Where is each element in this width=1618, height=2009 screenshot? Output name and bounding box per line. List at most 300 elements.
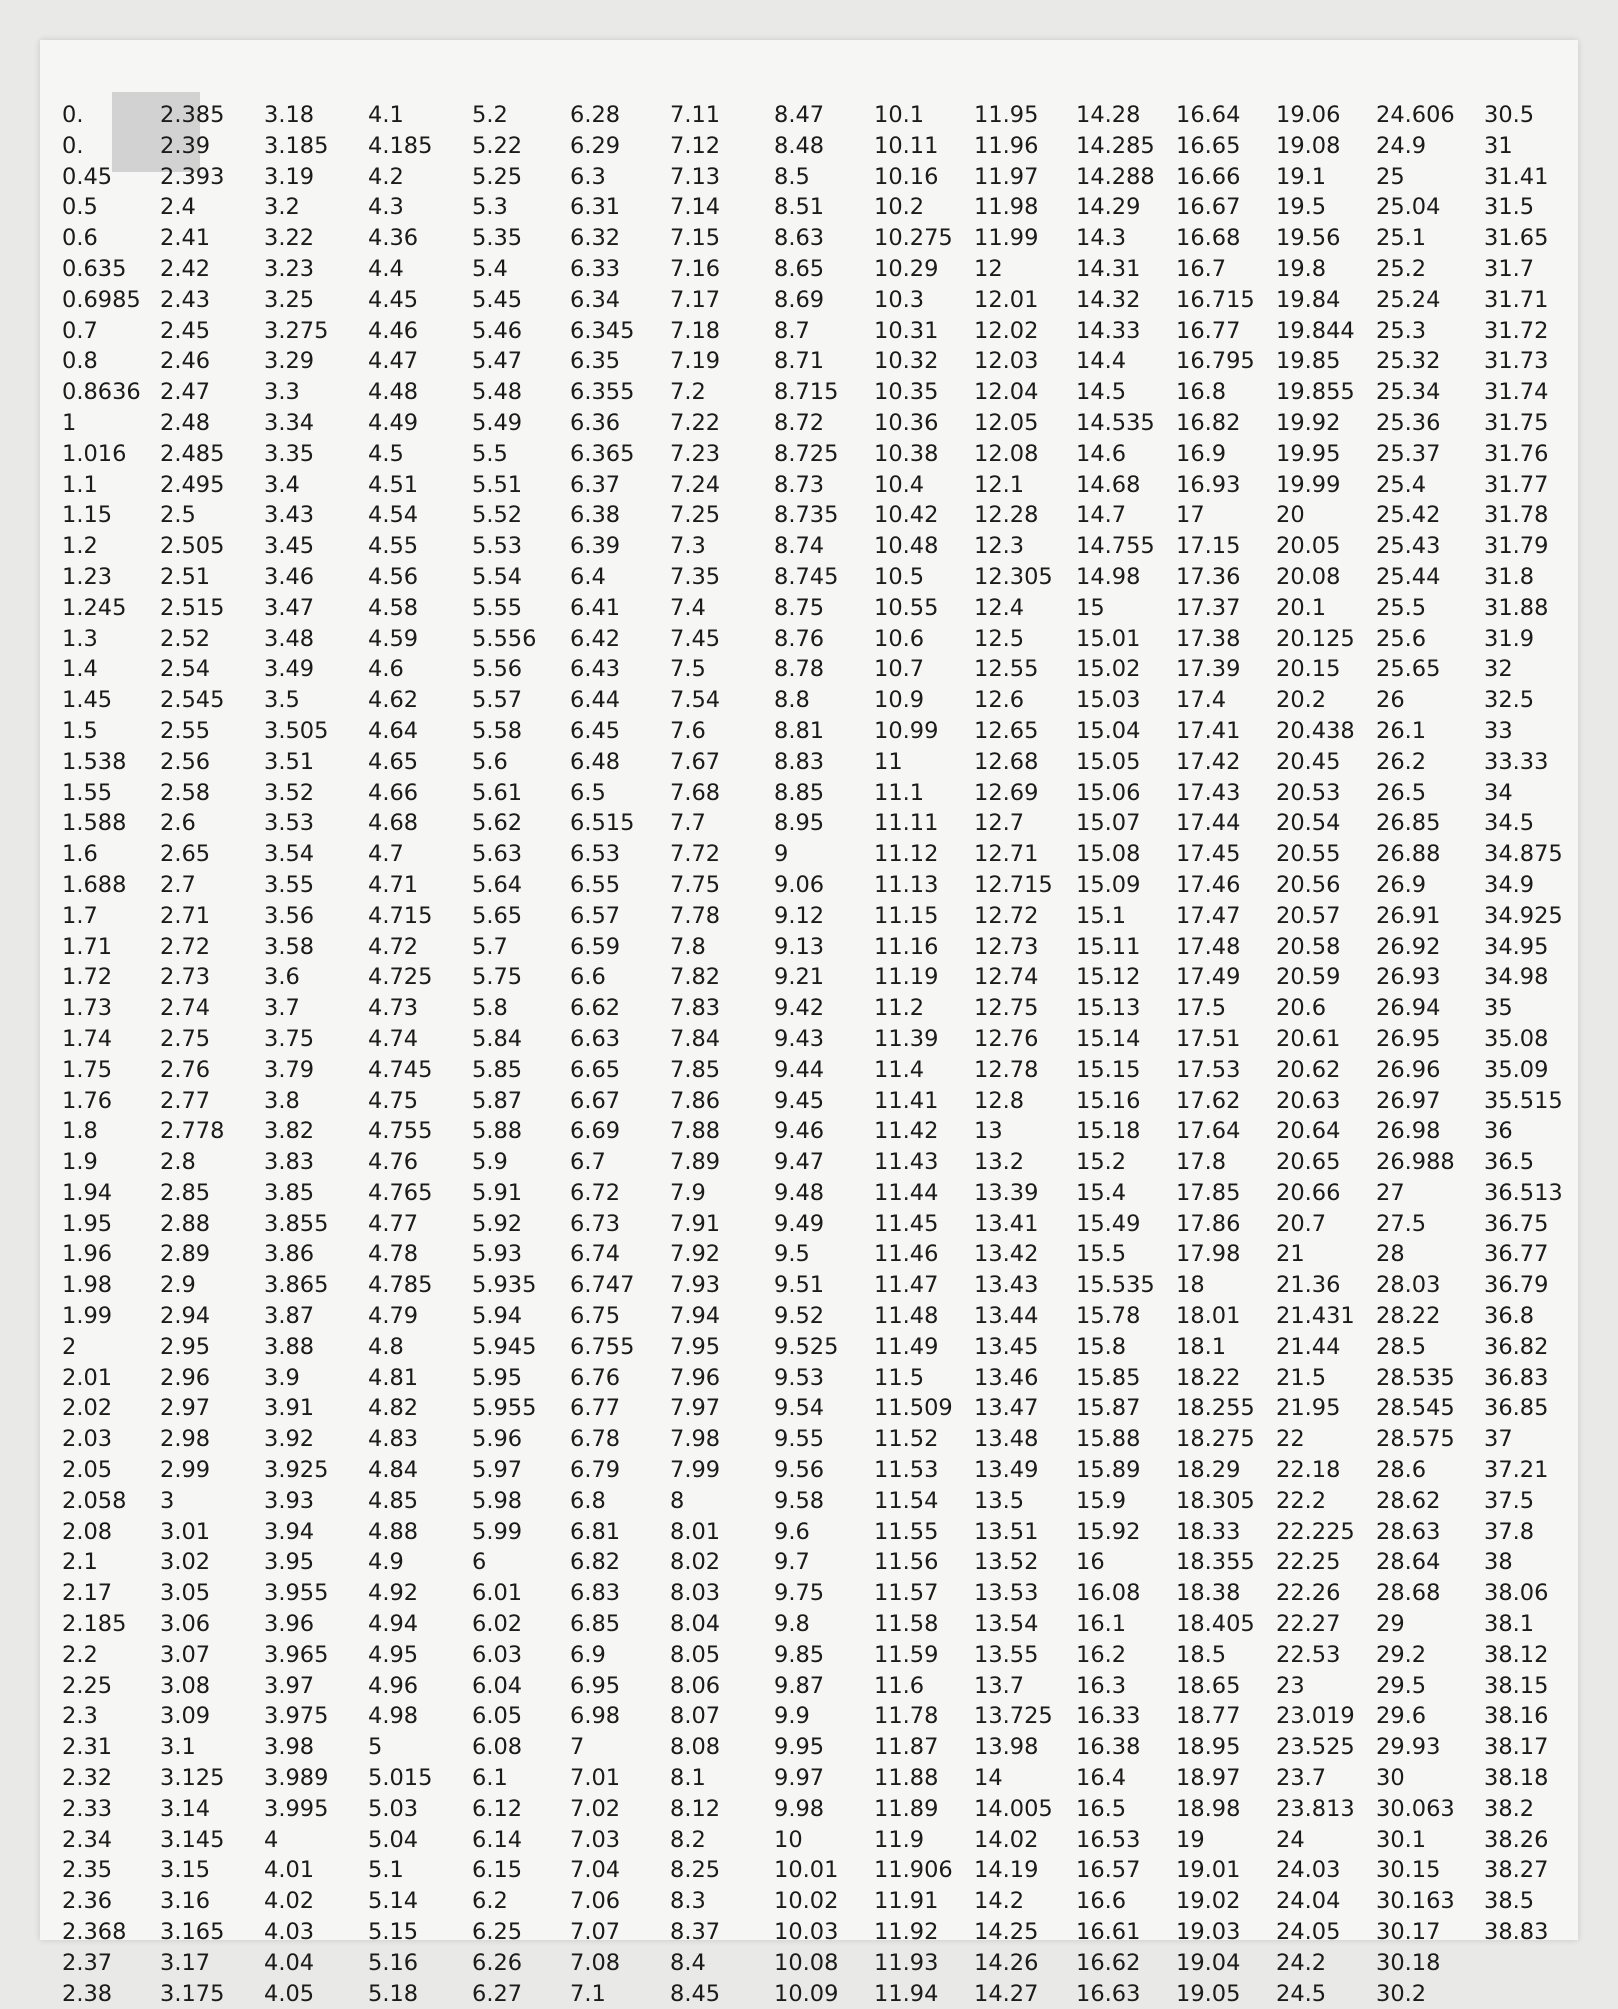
number-value: 8.8 xyxy=(774,687,810,714)
number-value: 9 xyxy=(774,841,789,868)
number-value: 2.03 xyxy=(62,1426,113,1453)
number-value: 9.5 xyxy=(774,1241,810,1268)
number-value: 3.18 xyxy=(264,102,315,128)
number-value: 12.1 xyxy=(974,471,1025,498)
number-value: 3.02 xyxy=(160,1549,211,1576)
number-value: 11.39 xyxy=(874,1025,939,1052)
number-value: 9.52 xyxy=(774,1303,825,1330)
number-value: 16.64 xyxy=(1176,102,1241,128)
number-value: 4.36 xyxy=(368,225,419,252)
number-value: 8.715 xyxy=(774,379,839,406)
number-value: 7.07 xyxy=(570,1919,621,1946)
number-value: 4.8 xyxy=(368,1333,404,1360)
number-value: 4.62 xyxy=(368,687,419,714)
number-value: 37 xyxy=(1484,1426,1513,1453)
number-value: 31.5 xyxy=(1484,194,1535,221)
number-value: 3.52 xyxy=(264,779,315,806)
number-value: 34.95 xyxy=(1484,933,1549,960)
number-value: 12.05 xyxy=(974,409,1039,436)
number-value: 9.53 xyxy=(774,1364,825,1391)
number-value: 5.03 xyxy=(368,1795,419,1822)
number-value: 2.37 xyxy=(62,1949,113,1976)
number-value: 25.36 xyxy=(1376,409,1441,436)
number-value: 4.54 xyxy=(368,502,419,529)
number-value: 3.14 xyxy=(160,1795,211,1822)
number-value: 11 xyxy=(874,748,903,775)
number-value: 4.94 xyxy=(368,1611,419,1638)
number-value: 3.925 xyxy=(264,1457,329,1484)
number-value: 3.6 xyxy=(264,964,300,991)
number-value: 6.69 xyxy=(570,1118,621,1145)
number-value: 8.2 xyxy=(670,1826,706,1853)
number-value: 1.15 xyxy=(62,502,113,529)
number-value: 4.7 xyxy=(368,841,404,868)
number-value: 9.46 xyxy=(774,1118,825,1145)
number-value: 11.55 xyxy=(874,1518,939,1545)
number-value: 36.77 xyxy=(1484,1241,1549,1268)
number-value: 5.7 xyxy=(472,933,508,960)
number-value: 23 xyxy=(1276,1672,1305,1699)
number-value: 11.59 xyxy=(874,1641,939,1668)
number-value: 7.97 xyxy=(670,1395,721,1422)
number-value: 8.735 xyxy=(774,502,839,529)
number-value: 15.88 xyxy=(1076,1426,1141,1453)
number-value: 2.97 xyxy=(160,1395,211,1422)
number-value: 16.6 xyxy=(1076,1888,1127,1915)
number-value: 23.525 xyxy=(1276,1734,1355,1761)
number-value: 17.8 xyxy=(1176,1149,1227,1176)
number-value: 7.02 xyxy=(570,1795,621,1822)
number-value: 17.5 xyxy=(1176,995,1227,1022)
number-value: 3.58 xyxy=(264,933,315,960)
number-value: 38.15 xyxy=(1484,1672,1549,1699)
number-value: 12.02 xyxy=(974,317,1039,344)
number-value: 11.11 xyxy=(874,810,939,837)
number-value: 15.06 xyxy=(1076,779,1141,806)
number-value: 6.48 xyxy=(570,748,621,775)
number-value: 6.32 xyxy=(570,225,621,252)
number-value: 17.48 xyxy=(1176,933,1241,960)
number-value: 34 xyxy=(1484,779,1513,806)
number-value: 4.04 xyxy=(264,1949,315,1976)
number-value: 18.77 xyxy=(1176,1703,1241,1730)
number-value: 1.588 xyxy=(62,810,127,837)
number-value: 10.3 xyxy=(874,286,925,313)
number-value: 11.509 xyxy=(874,1395,953,1422)
number-value: 10.29 xyxy=(874,255,939,282)
number-value: 11.13 xyxy=(874,871,939,898)
number-value: 25.6 xyxy=(1376,625,1427,652)
number-value: 12.65 xyxy=(974,717,1039,744)
number-value: 3.35 xyxy=(264,440,315,467)
number-value: 24.9 xyxy=(1376,132,1427,159)
number-value: 6.83 xyxy=(570,1580,621,1607)
number-value: 6 xyxy=(472,1549,487,1576)
number-value: 14.25 xyxy=(974,1919,1039,1946)
number-value: 5.945 xyxy=(472,1333,537,1360)
number-value: 22.225 xyxy=(1276,1518,1355,1545)
number-value: 1.538 xyxy=(62,748,127,775)
number-value: 12.5 xyxy=(974,625,1025,652)
number-value: 24.5 xyxy=(1276,1980,1327,2007)
number-value: 12.7 xyxy=(974,810,1025,837)
number-value: 9.49 xyxy=(774,1210,825,1237)
number-value: 14.5 xyxy=(1076,379,1127,406)
number-value: 5.45 xyxy=(472,286,523,313)
number-value: 26.91 xyxy=(1376,902,1441,929)
number-value: 10.275 xyxy=(874,225,953,252)
value-column xyxy=(874,100,974,2009)
number-value: 7.04 xyxy=(570,1857,621,1884)
number-value: 0.7 xyxy=(62,317,98,344)
number-value: 10.11 xyxy=(874,132,939,159)
number-value: 20.64 xyxy=(1276,1118,1341,1145)
number-value: 25.37 xyxy=(1376,440,1441,467)
number-value: 10.2 xyxy=(874,194,925,221)
number-value: 9.87 xyxy=(774,1672,825,1699)
number-value: 8.85 xyxy=(774,779,825,806)
number-value: 22.18 xyxy=(1276,1457,1341,1484)
number-value: 6.41 xyxy=(570,594,621,621)
number-value: 19.84 xyxy=(1276,286,1341,313)
value-column xyxy=(570,100,670,2009)
number-value: 2.65 xyxy=(160,841,211,868)
number-value: 1.7 xyxy=(62,902,98,929)
number-value: 19.05 xyxy=(1176,1980,1241,2007)
number-value: 6.62 xyxy=(570,995,621,1022)
number-value: 15.9 xyxy=(1076,1487,1127,1514)
number-value: 4.58 xyxy=(368,594,419,621)
number-value: 11.53 xyxy=(874,1457,939,1484)
number-value: 0. xyxy=(62,102,84,128)
number-value: 19.1 xyxy=(1276,163,1327,190)
number-value: 7.11 xyxy=(670,102,721,128)
number-value: 2.38 xyxy=(62,1980,113,2007)
number-value: 29.2 xyxy=(1376,1641,1427,1668)
number-value: 6.95 xyxy=(570,1672,621,1699)
number-value: 18.255 xyxy=(1176,1395,1255,1422)
number-value: 3.47 xyxy=(264,594,315,621)
number-value: 20.53 xyxy=(1276,779,1341,806)
number-value: 3.8 xyxy=(264,1087,300,1114)
number-value: 11.52 xyxy=(874,1426,939,1453)
number-value: 11.49 xyxy=(874,1333,939,1360)
number-value: 16.38 xyxy=(1076,1734,1141,1761)
number-value: 3.87 xyxy=(264,1303,315,1330)
number-value: 9.48 xyxy=(774,1179,825,1206)
number-value: 4.48 xyxy=(368,379,419,406)
number-value: 0.6985 xyxy=(62,286,141,313)
number-value: 2.48 xyxy=(160,409,211,436)
number-value: 28.545 xyxy=(1376,1395,1455,1422)
number-value: 38.5 xyxy=(1484,1888,1535,1915)
number-value: 4.5 xyxy=(368,440,404,467)
number-value: 19 xyxy=(1176,1826,1205,1853)
number-value: 15.49 xyxy=(1076,1210,1141,1237)
number-value: 5.15 xyxy=(368,1919,419,1946)
number-value: 15.92 xyxy=(1076,1518,1141,1545)
number-value: 2.5 xyxy=(160,502,196,529)
number-value: 7.5 xyxy=(670,656,706,683)
number-value: 3.995 xyxy=(264,1795,329,1822)
number-value: 14.6 xyxy=(1076,440,1127,467)
number-value: 25.2 xyxy=(1376,255,1427,282)
number-value: 3.51 xyxy=(264,748,315,775)
number-value: 25.65 xyxy=(1376,656,1441,683)
number-value: 4.65 xyxy=(368,748,419,775)
number-value: 2.45 xyxy=(160,317,211,344)
number-value: 5.955 xyxy=(472,1395,537,1422)
number-value: 2.72 xyxy=(160,933,211,960)
number-value: 7.14 xyxy=(670,194,721,221)
number-value: 5.2 xyxy=(472,102,508,128)
number-value: 17.85 xyxy=(1176,1179,1241,1206)
number-value: 1.245 xyxy=(62,594,127,621)
number-value: 24 xyxy=(1276,1826,1305,1853)
number-value: 31 xyxy=(1484,132,1513,159)
number-value: 5.53 xyxy=(472,533,523,560)
number-value: 4.83 xyxy=(368,1426,419,1453)
number-value: 6.79 xyxy=(570,1457,621,1484)
number-value: 3.82 xyxy=(264,1118,315,1145)
number-value: 7.06 xyxy=(570,1888,621,1915)
number-value: 19.02 xyxy=(1176,1888,1241,1915)
number-value: 20 xyxy=(1276,502,1305,529)
number-value: 6.28 xyxy=(570,102,621,128)
number-value: 1.95 xyxy=(62,1210,113,1237)
number-value: 27 xyxy=(1376,1179,1405,1206)
number-value: 6.7 xyxy=(570,1149,606,1176)
number-value: 8.05 xyxy=(670,1641,721,1668)
number-value: 3.165 xyxy=(160,1919,225,1946)
number-value: 0.635 xyxy=(62,255,127,282)
number-value: 4.01 xyxy=(264,1857,315,1884)
number-value: 3.88 xyxy=(264,1333,315,1360)
number-value: 15.85 xyxy=(1076,1364,1141,1391)
number-value: 20.54 xyxy=(1276,810,1341,837)
number-value: 10.38 xyxy=(874,440,939,467)
number-value: 11.5 xyxy=(874,1364,925,1391)
number-value: 8.48 xyxy=(774,132,825,159)
value-column xyxy=(264,100,364,2009)
number-value: 10.36 xyxy=(874,409,939,436)
number-value: 5.61 xyxy=(472,779,523,806)
number-value: 31.88 xyxy=(1484,594,1549,621)
number-value: 8.06 xyxy=(670,1672,721,1699)
number-value: 11.906 xyxy=(874,1857,953,1884)
number-value: 17.46 xyxy=(1176,871,1241,898)
number-value: 20.57 xyxy=(1276,902,1341,929)
number-value: 6.15 xyxy=(472,1857,523,1884)
number-value: 5.88 xyxy=(472,1118,523,1145)
number-value: 4.745 xyxy=(368,1056,433,1083)
number-value: 4.03 xyxy=(264,1919,315,1946)
number-value: 2.58 xyxy=(160,779,211,806)
number-value: 5.015 xyxy=(368,1765,433,1792)
number-value: 28.68 xyxy=(1376,1580,1441,1607)
number-value: 7.83 xyxy=(670,995,721,1022)
number-value: 5.18 xyxy=(368,1980,419,2007)
number-value: 25.4 xyxy=(1376,471,1427,498)
number-value: 16.715 xyxy=(1176,286,1255,313)
number-value: 5.58 xyxy=(472,717,523,744)
number-value: 5.6 xyxy=(472,748,508,775)
number-value: 11.45 xyxy=(874,1210,939,1237)
number-value: 2.95 xyxy=(160,1333,211,1360)
number-value: 5.48 xyxy=(472,379,523,406)
number-value: 8 xyxy=(670,1487,685,1514)
number-value: 14.27 xyxy=(974,1980,1039,2007)
number-value: 11.98 xyxy=(974,194,1039,221)
number-value: 2.88 xyxy=(160,1210,211,1237)
number-value: 13.48 xyxy=(974,1426,1039,1453)
number-value: 11.99 xyxy=(974,225,1039,252)
number-value: 18.5 xyxy=(1176,1641,1227,1668)
number-value: 28.535 xyxy=(1376,1364,1455,1391)
number-value: 38.06 xyxy=(1484,1580,1549,1607)
number-value: 2.778 xyxy=(160,1118,225,1145)
number-value: 5.935 xyxy=(472,1272,537,1299)
number-value: 8.03 xyxy=(670,1580,721,1607)
number-value: 5.94 xyxy=(472,1303,523,1330)
number-value: 4.68 xyxy=(368,810,419,837)
number-value: 3.93 xyxy=(264,1487,315,1514)
number-value: 2.495 xyxy=(160,471,225,498)
number-value: 7.3 xyxy=(670,533,706,560)
number-value: 24.04 xyxy=(1276,1888,1341,1915)
number-value: 9.525 xyxy=(774,1333,839,1360)
number-value: 28 xyxy=(1376,1241,1405,1268)
number-value: 10.7 xyxy=(874,656,925,683)
number-value: 36.8 xyxy=(1484,1303,1535,1330)
number-value: 9.06 xyxy=(774,871,825,898)
number-value: 31.7 xyxy=(1484,255,1535,282)
number-value: 18.305 xyxy=(1176,1487,1255,1514)
number-value: 2.185 xyxy=(62,1611,127,1638)
number-value: 8.1 xyxy=(670,1765,706,1792)
number-value: 33.33 xyxy=(1484,748,1549,775)
number-value: 21.36 xyxy=(1276,1272,1341,1299)
value-column xyxy=(974,100,1074,2009)
number-value: 3.3 xyxy=(264,379,300,406)
number-value: 11.4 xyxy=(874,1056,925,1083)
number-value: 5.99 xyxy=(472,1518,523,1545)
number-value: 3.975 xyxy=(264,1703,329,1730)
number-value: 7.08 xyxy=(570,1949,621,1976)
number-value: 22.53 xyxy=(1276,1641,1341,1668)
number-value: 25.32 xyxy=(1376,348,1441,375)
number-value: 12.4 xyxy=(974,594,1025,621)
number-value: 15.15 xyxy=(1076,1056,1141,1083)
number-value: 25 xyxy=(1376,163,1405,190)
number-value: 26.96 xyxy=(1376,1056,1441,1083)
number-value: 8.51 xyxy=(774,194,825,221)
number-value: 2.56 xyxy=(160,748,211,775)
number-value: 7.98 xyxy=(670,1426,721,1453)
number-value: 6.75 xyxy=(570,1303,621,1330)
number-value: 10.02 xyxy=(774,1888,839,1915)
number-value: 17.86 xyxy=(1176,1210,1241,1237)
number-value: 2.393 xyxy=(160,163,225,190)
number-value: 12.04 xyxy=(974,379,1039,406)
number-value: 19.855 xyxy=(1276,379,1355,406)
number-value: 15.18 xyxy=(1076,1118,1141,1145)
number-value: 3.989 xyxy=(264,1765,329,1792)
number-value: 31.8 xyxy=(1484,563,1535,590)
number-value: 14.19 xyxy=(974,1857,1039,1884)
value-column xyxy=(1484,100,1584,1948)
number-value: 4.76 xyxy=(368,1149,419,1176)
number-value: 20.2 xyxy=(1276,687,1327,714)
number-value: 4.1 xyxy=(368,102,404,128)
number-value: 25.04 xyxy=(1376,194,1441,221)
number-value: 20.56 xyxy=(1276,871,1341,898)
number-value: 3.46 xyxy=(264,563,315,590)
number-value: 9.12 xyxy=(774,902,825,929)
number-value: 8.71 xyxy=(774,348,825,375)
number-value: 22.27 xyxy=(1276,1611,1341,1638)
number-value: 14.29 xyxy=(1076,194,1141,221)
number-value: 33 xyxy=(1484,717,1513,744)
number-value: 4.49 xyxy=(368,409,419,436)
number-value: 12.6 xyxy=(974,687,1025,714)
number-value: 13.47 xyxy=(974,1395,1039,1422)
number-value: 11.43 xyxy=(874,1149,939,1176)
number-value: 2.52 xyxy=(160,625,211,652)
number-value: 18.01 xyxy=(1176,1303,1241,1330)
number-value: 6.03 xyxy=(472,1641,523,1668)
number-value: 4.47 xyxy=(368,348,419,375)
number-value: 16.1 xyxy=(1076,1611,1127,1638)
number-value: 10.08 xyxy=(774,1949,839,1976)
number-value: 6.76 xyxy=(570,1364,621,1391)
number-value: 12.03 xyxy=(974,348,1039,375)
number-value: 6.38 xyxy=(570,502,621,529)
number-value: 5.16 xyxy=(368,1949,419,1976)
number-value: 2.85 xyxy=(160,1179,211,1206)
number-value: 6.2 xyxy=(472,1888,508,1915)
number-value: 38.17 xyxy=(1484,1734,1549,1761)
number-value: 18.22 xyxy=(1176,1364,1241,1391)
number-value: 7.16 xyxy=(670,255,721,282)
number-value: 14.285 xyxy=(1076,132,1155,159)
number-value: 3.965 xyxy=(264,1641,329,1668)
number-value: 3.54 xyxy=(264,841,315,868)
number-value: 14.98 xyxy=(1076,563,1141,590)
number-value: 2.01 xyxy=(62,1364,113,1391)
number-value: 10.48 xyxy=(874,533,939,560)
number-value: 6.42 xyxy=(570,625,621,652)
number-value: 4.77 xyxy=(368,1210,419,1237)
number-value: 6.5 xyxy=(570,779,606,806)
number-value: 10.03 xyxy=(774,1919,839,1946)
number-value: 11.19 xyxy=(874,964,939,991)
number-value: 11.15 xyxy=(874,902,939,929)
number-value: 7.93 xyxy=(670,1272,721,1299)
number-value: 18 xyxy=(1176,1272,1205,1299)
number-value: 2.8 xyxy=(160,1149,196,1176)
number-value: 10.31 xyxy=(874,317,939,344)
number-value: 2.76 xyxy=(160,1056,211,1083)
number-value: 13.725 xyxy=(974,1703,1053,1730)
value-column xyxy=(368,100,468,2009)
number-value: 3.9 xyxy=(264,1364,300,1391)
number-value: 12.68 xyxy=(974,748,1039,775)
number-value: 17.45 xyxy=(1176,841,1241,868)
number-value: 13.41 xyxy=(974,1210,1039,1237)
number-value: 35.515 xyxy=(1484,1087,1563,1114)
number-value: 15.07 xyxy=(1076,810,1141,837)
